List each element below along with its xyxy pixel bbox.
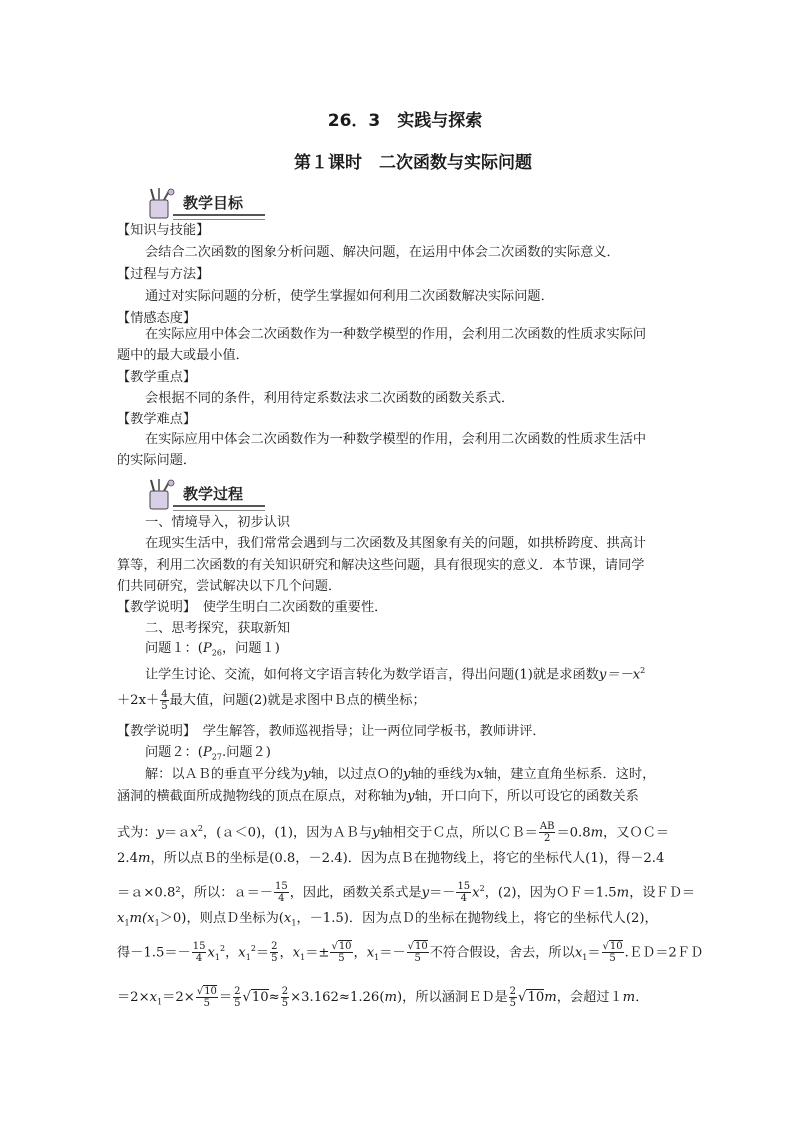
fraction: $\frac{2}{5}$ bbox=[234, 986, 241, 1009]
fraction: $\frac{4}{5}$ bbox=[161, 689, 168, 712]
fraction: $\frac{AB}{2}$ bbox=[539, 821, 555, 845]
fraction: $\frac{15}{4}$ bbox=[275, 881, 288, 905]
banner-underline bbox=[173, 214, 265, 216]
fraction: $\frac{15}{4}$ bbox=[192, 941, 206, 965]
paragraph-line: 式为：y＝ａx$^2$，(ａ＜0)，(1)，因为ＡＢ与y轴相交于Ｃ点，所以ＣＢ＝ $\frac{AB}{2}$ ＝0.8m，又ＯＣ＝ bbox=[117, 821, 670, 845]
paragraph-line: ＋2x＋ $\frac{4}{5}$ 最大值，问题(2)就是求图中Ｂ点的横坐标； bbox=[117, 689, 426, 712]
process-banner bbox=[145, 477, 265, 513]
paragraph-line: 涵洞的横截面所成抛物线的顶点在原点，对称轴为y轴，开口向下，所以可设它的函数关系 bbox=[117, 789, 639, 804]
paragraph-line: 会根据不同的条件，利用待定系数法求二次函数的函数关系式． bbox=[145, 391, 515, 406]
paragraph-line: 在实际应用中体会二次函数作为一种数学模型的作用，会利用二次函数的性质求生活中 bbox=[145, 432, 647, 447]
paragraph-line: 们共同研究，尝试解决以下几个问题． bbox=[117, 579, 342, 594]
objectives-banner bbox=[145, 186, 265, 222]
section-heading: 【教学重点】 bbox=[117, 370, 197, 385]
paragraph-line: 二、思考探究，获取新知 bbox=[145, 621, 291, 636]
section-heading: 【过程与方法】 bbox=[117, 267, 210, 282]
paragraph-line: 问题２：($P_{27}$.问题２) bbox=[145, 745, 271, 762]
banner-underline-thin bbox=[173, 510, 265, 511]
banner-label: 教学目标 bbox=[183, 194, 244, 212]
fraction: $\frac{2}{5}$ bbox=[509, 986, 517, 1009]
fraction: $\frac{15}{4}$ bbox=[457, 881, 471, 905]
section-heading: 【教学说明】 使学生明白二次函数的重要性． bbox=[117, 600, 388, 615]
banner-underline-thin bbox=[173, 219, 265, 220]
fraction: $\frac{2}{5}$ bbox=[281, 986, 289, 1009]
section-heading: 【教学难点】 bbox=[117, 412, 197, 427]
paragraph-line: 让学生讨论、交流，如何将文字语言转化为数学语言，得出问题(1)就是求函数$y=-x^2$ bbox=[145, 666, 646, 683]
section-heading: 【知识与技能】 bbox=[117, 223, 210, 238]
paragraph-line: $=2\times x_1=2\times$ $\frac{√10}{5}$ ＝ $\frac{2}{5}$ √10≈ $\frac{2}{5}$ ×3.162≈1.26(m)，所以涵洞ＥＤ是 $\frac{2}{5}$ √10m，会超过１m． bbox=[117, 986, 649, 1009]
fraction: $\frac{√10}{5}$ bbox=[331, 941, 352, 965]
fraction: $\frac{2}{5}$ bbox=[271, 941, 278, 965]
paragraph-line: 2.4m，所以点Ｂ的坐标是(0.8，－2.4)．因为点Ｂ在抛物线上，将它的坐标代人(1)，得－2.4 bbox=[117, 851, 665, 866]
paragraph-line: 在现实生活中，我们常常会遇到与二次函数及其图象有关的问题，如拱桥跨度、拱高计 bbox=[145, 536, 647, 551]
paragraph-line: 会结合二次函数的图象分析问题、解决问题，在运用中体会二次函数的实际意义． bbox=[145, 245, 620, 260]
paragraph-line: 的实际问题． bbox=[117, 453, 197, 468]
fraction: $\frac{√10}{5}$ bbox=[196, 986, 217, 1009]
page-subtitle: 第１课时 二次函数与实际问题 bbox=[294, 153, 532, 173]
paragraph-line: 得－1.5＝－ $\frac{15}{4}$ $x_1^2$，$x_1^2=$ $\frac{2}{5}$ ，$x_1=\pm$ $\frac{√10}{5}$ ，$x_1=-$ $\frac{√10}{5}$ 不符合假设，舍去，所以$x_1=$ $\frac{√10}{5}$ .ＥＤ＝2ＦＤ bbox=[117, 941, 704, 965]
banner-label: 教学过程 bbox=[183, 485, 244, 503]
paragraph-line: 在实际应用中体会二次函数作为一种数学模型的作用，会利用二次函数的性质求实际问 bbox=[145, 327, 647, 342]
fraction: $\frac{√10}{5}$ bbox=[407, 941, 428, 965]
section-heading: 【情感态度】 bbox=[117, 311, 197, 326]
paragraph-line: 题中的最大或最小值． bbox=[117, 348, 249, 363]
page-title: 26．3 实践与探索 bbox=[327, 111, 483, 131]
paragraph-line: 问题１：($P_{26}$，问题１) bbox=[145, 641, 280, 658]
paragraph-line: 通过对实际问题的分析，使学生掌握如何利用二次函数解决实际问题． bbox=[145, 289, 554, 304]
fraction: $\frac{√10}{5}$ bbox=[602, 941, 623, 965]
paragraph-line: $x_1m(x_1>0)$，则点Ｄ坐标为($x_1$，－1.5)．因为点Ｄ的坐标在抛物线上，将它的坐标代人(2)， bbox=[117, 911, 658, 928]
paragraph-line: 一、情境导入，初步认识 bbox=[145, 515, 291, 530]
section-heading: 【教学说明】 学生解答，教师巡视指导；让一两位同学板书，教师讲评． bbox=[117, 724, 546, 739]
banner-underline bbox=[173, 505, 265, 507]
paragraph-line: ＝ａ×0.8²，所以：ａ＝－ $\frac{15}{4}$ ，因此，函数关系式是y＝－ $\frac{15}{4}$ $x^2$，(2)，因为ＯＦ＝1.5m，设ＦＤ＝ bbox=[117, 881, 696, 905]
paragraph-line: 算等，利用二次函数的有关知识研究和解决这些问题，具有很现实的意义．本节课，请同学 bbox=[117, 558, 645, 573]
paragraph-line: 解：以ＡＢ的垂直平分线为y轴，以过点Ｏ的y轴的垂线为x轴，建立直角坐标系．这时， bbox=[145, 767, 656, 782]
